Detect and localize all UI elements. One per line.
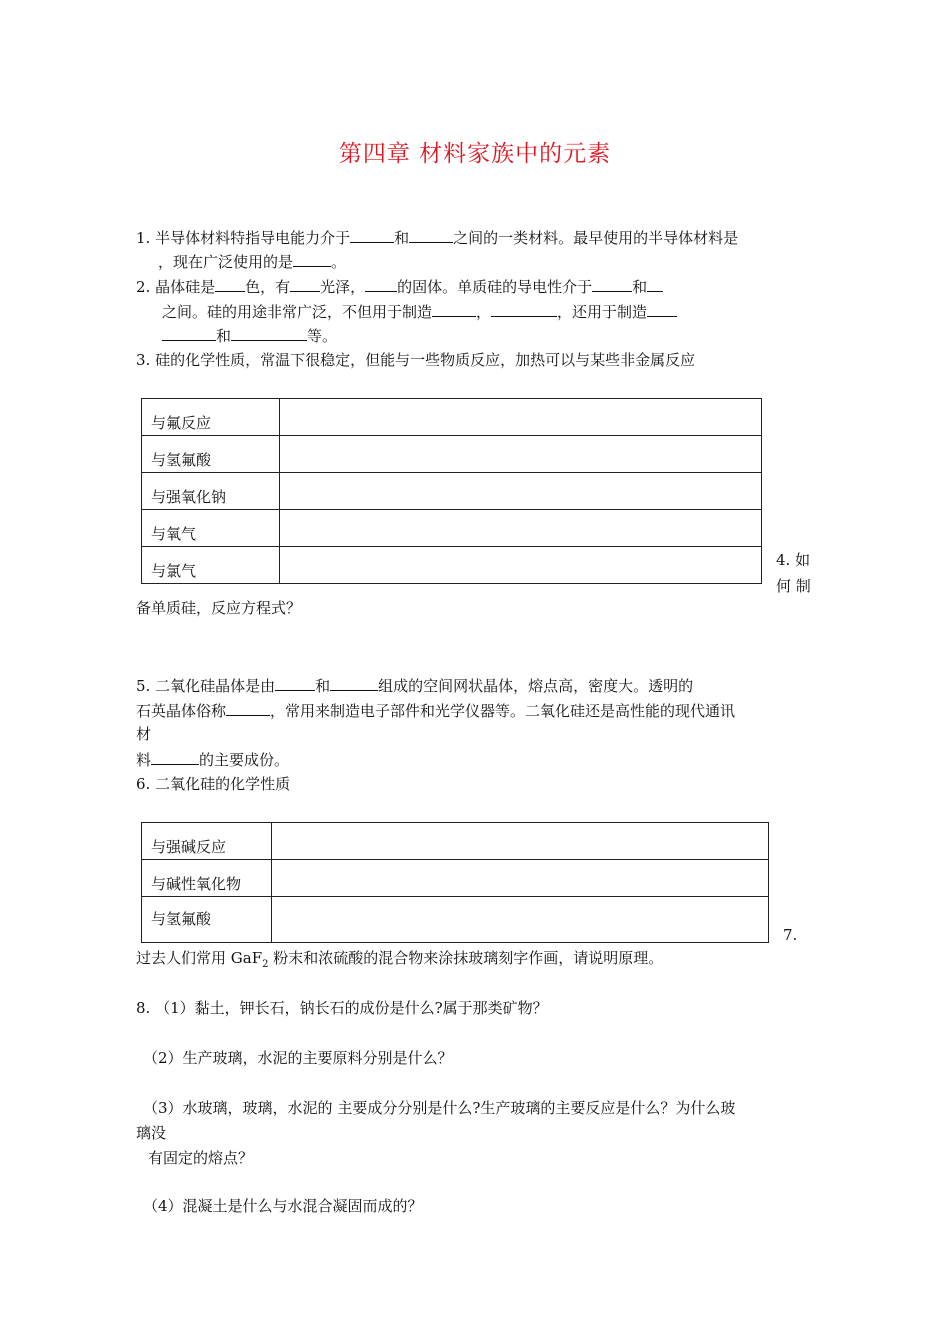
question-5-line-1: 5. 二氧化硅晶体是由 和 组成的空间网状晶体，熔点高，密度大。透明的 bbox=[136, 677, 694, 695]
table-row bbox=[142, 547, 762, 584]
row-label: 与氢氟酸 bbox=[142, 436, 280, 473]
table-row bbox=[142, 823, 769, 860]
question-5-line-2: 石英晶体俗称 ，常用来制造电子部件和光学仪器等。二氧化硅还是高性能的现代通讯 bbox=[136, 702, 736, 720]
silica-reactions-table bbox=[141, 822, 769, 943]
question-4-part-a: 4. 如 bbox=[776, 551, 811, 569]
answer-blank[interactable] bbox=[491, 301, 557, 317]
answer-blank[interactable] bbox=[592, 276, 632, 292]
question-8-part-3: （3）水玻璃，玻璃，水泥的 主要成分分别是什么?生产玻璃的主要反应是什么？为什么玻 bbox=[143, 1099, 736, 1117]
answer-blank[interactable] bbox=[350, 227, 394, 243]
question-4-part-b: 何 制 bbox=[776, 577, 811, 595]
table-row bbox=[142, 399, 762, 436]
question-6: 6. 二氧化硅的化学性质 bbox=[136, 775, 291, 793]
answer-blank[interactable] bbox=[365, 276, 397, 292]
question-2-line-3: 和 等。 bbox=[162, 325, 337, 346]
question-4-part-c: 备单质硅，反应方程式？ bbox=[136, 599, 302, 617]
answer-blank[interactable] bbox=[330, 675, 378, 691]
question-1-line-1: 1. 半导体材料特指导电能力介于 和 之间的一类材料。最早使用的半导体材料是 bbox=[136, 229, 739, 247]
answer-cell[interactable] bbox=[272, 860, 769, 897]
question-8-part-3-cont: 璃没 bbox=[136, 1124, 167, 1142]
table-row bbox=[142, 436, 762, 473]
question-2-line-1: 2. 晶体硅是 色，有 光泽， 的固体。单质硅的导电性介于 和 bbox=[136, 276, 663, 297]
question-1-line-2: ，现在广泛使用的是 。 bbox=[158, 253, 347, 271]
question-5-line-4: 料 的主要成份。 bbox=[136, 751, 290, 769]
table-row bbox=[142, 860, 769, 897]
question-8-part-1: 8. （1）黏土，钾长石，钠长石的成份是什么?属于那类矿物？ bbox=[136, 999, 548, 1017]
row-label: 与强氧化钠 bbox=[142, 473, 280, 510]
question-5-line-3: 材 bbox=[136, 725, 152, 743]
answer-cell[interactable] bbox=[280, 473, 762, 510]
answer-blank[interactable] bbox=[226, 700, 270, 716]
answer-blank[interactable] bbox=[409, 227, 453, 243]
row-label: 与氯气 bbox=[142, 547, 280, 584]
answer-cell[interactable] bbox=[280, 399, 762, 436]
question-8-part-4: （4）混凝土是什么与水混合凝固而成的？ bbox=[143, 1197, 423, 1215]
answer-blank[interactable] bbox=[151, 749, 199, 765]
answer-cell[interactable] bbox=[280, 547, 762, 584]
question-8-part-3-end: 有固定的熔点？ bbox=[148, 1149, 254, 1167]
question-2-line-2: 之间。硅的用途非常广泛，不但用于制造 ， ，还用于制造 bbox=[162, 301, 677, 322]
answer-blank[interactable] bbox=[231, 325, 307, 341]
answer-cell[interactable] bbox=[272, 897, 769, 943]
table-row bbox=[142, 510, 762, 547]
silicon-reactions-table bbox=[141, 398, 762, 584]
answer-blank[interactable] bbox=[432, 301, 476, 317]
answer-cell[interactable] bbox=[280, 436, 762, 473]
row-label: 与氧气 bbox=[142, 510, 280, 547]
answer-blank[interactable] bbox=[215, 276, 245, 292]
page-title: 第四章 材料家族中的元素 bbox=[338, 141, 612, 167]
answer-cell[interactable] bbox=[272, 823, 769, 860]
answer-blank[interactable] bbox=[290, 276, 320, 292]
question-7-number: 7. bbox=[783, 926, 798, 944]
question-8-part-2: （2）生产玻璃，水泥的主要原料分别是什么？ bbox=[143, 1049, 453, 1067]
row-label: 与氢氟酸 bbox=[142, 897, 272, 943]
row-label: 与强碱反应 bbox=[142, 823, 272, 860]
answer-blank[interactable] bbox=[162, 325, 216, 341]
table-row bbox=[142, 473, 762, 510]
row-label: 与氟反应 bbox=[142, 399, 280, 436]
answer-blank[interactable] bbox=[293, 251, 331, 267]
table-row bbox=[142, 897, 769, 943]
question-3: 3. 硅的化学性质，常温下很稳定，但能与一些物质反应，加热可以与某些非金属反应 bbox=[136, 351, 696, 369]
answer-blank[interactable] bbox=[647, 276, 663, 292]
question-7-text: 过去人们常用 GaF$_2$ 粉末和浓硫酸的混合物来涂抹玻璃刻字作画，请说明原理。 bbox=[136, 949, 664, 970]
answer-blank[interactable] bbox=[275, 675, 315, 691]
row-label: 与碱性氧化物 bbox=[142, 860, 272, 897]
answer-cell[interactable] bbox=[280, 510, 762, 547]
answer-blank[interactable] bbox=[647, 301, 677, 317]
